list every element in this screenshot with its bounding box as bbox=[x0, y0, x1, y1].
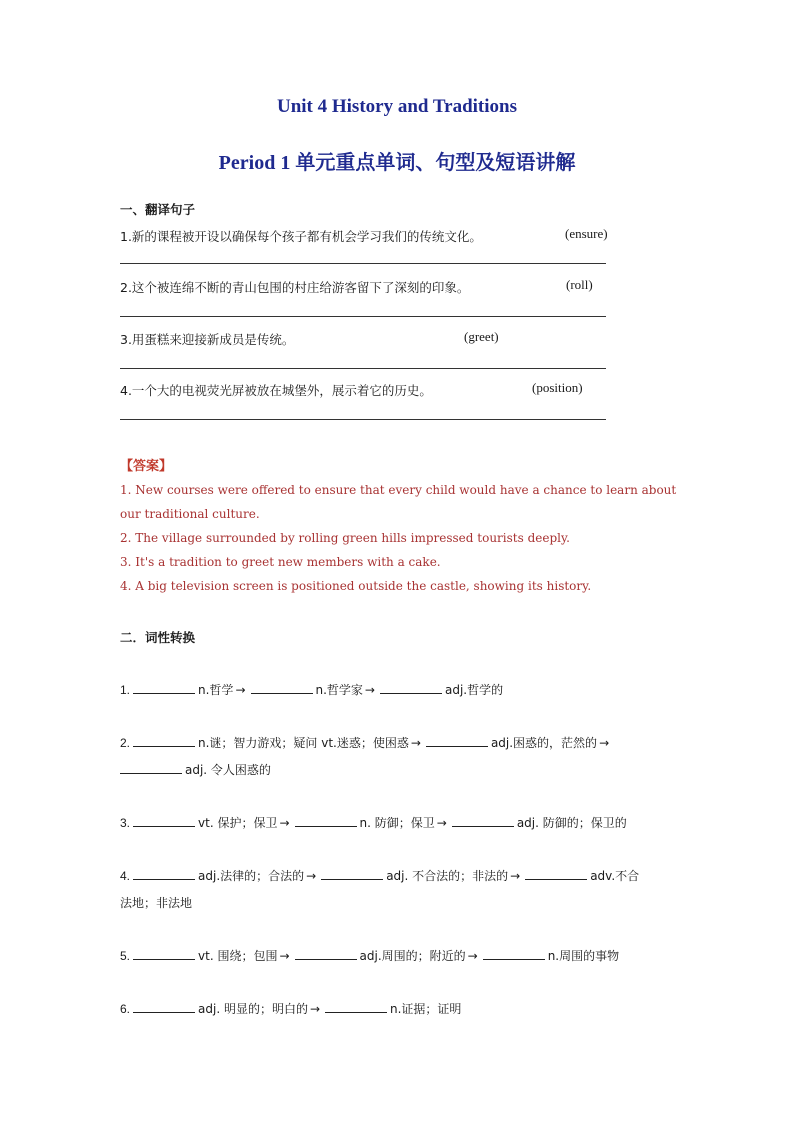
arrow-icon: → bbox=[510, 869, 521, 883]
hint-1: (ensure) bbox=[565, 226, 608, 241]
blank[interactable] bbox=[133, 681, 195, 694]
blank[interactable] bbox=[133, 734, 195, 747]
answer-line-3[interactable] bbox=[120, 368, 606, 369]
blank[interactable] bbox=[483, 947, 545, 960]
word-item-6: 6. adj. 明显的；明白的 → n.证据；证明 bbox=[120, 1002, 462, 1016]
blank[interactable] bbox=[321, 867, 383, 880]
answer-line: our traditional culture. bbox=[120, 507, 260, 521]
answer-line: 2. The village surrounded by rolling green hills impressed tourists deeply. bbox=[120, 531, 570, 545]
arrow-icon: → bbox=[467, 949, 478, 963]
answer-line-1[interactable] bbox=[120, 263, 606, 264]
answer-line-2[interactable] bbox=[120, 316, 606, 317]
sentence-1: 1.新的课程被开设以确保每个孩子都有机会学习我们的传统文化。 bbox=[120, 229, 482, 244]
arrow-icon: → bbox=[410, 736, 421, 750]
blank[interactable] bbox=[380, 681, 442, 694]
arrow-icon: → bbox=[279, 949, 290, 963]
hint-4: (position) bbox=[532, 380, 583, 395]
arrow-icon: → bbox=[309, 1002, 321, 1016]
blank[interactable] bbox=[525, 867, 587, 880]
arrow-icon: → bbox=[306, 869, 317, 883]
answer-line: 1. New courses were offered to ensure that every child would have a chance to learn about bbox=[120, 483, 677, 497]
answer-label: 【答案】 bbox=[120, 459, 173, 474]
arrow-icon: → bbox=[279, 816, 290, 830]
arrow-icon: → bbox=[235, 683, 246, 697]
arrow-icon: → bbox=[599, 736, 610, 750]
hint-2: (roll) bbox=[566, 277, 593, 292]
blank[interactable] bbox=[133, 947, 195, 960]
answer-line: 3. It's a tradition to greet new members with a cake. bbox=[120, 555, 441, 569]
blank[interactable] bbox=[133, 1000, 195, 1013]
blank[interactable] bbox=[133, 814, 195, 827]
word-item-5: 5. vt. 围绕；包围 → adj.周围的；附近的 → n.周围的事物 bbox=[120, 949, 620, 963]
answer-line-4[interactable] bbox=[120, 419, 606, 420]
period-title: Period 1 单元重点单词、句型及短语讲解 bbox=[218, 152, 576, 174]
blank[interactable] bbox=[452, 814, 514, 827]
sentence-2: 2.这个被连绵不断的青山包围的村庄给游客留下了深刻的印象。 bbox=[120, 280, 470, 295]
blank[interactable] bbox=[251, 681, 313, 694]
hint-3: (greet) bbox=[464, 329, 499, 344]
arrow-icon: → bbox=[364, 683, 375, 697]
blank[interactable] bbox=[325, 1000, 387, 1013]
word-item-1: 1. n.哲学 → n.哲学家 → adj.哲学的 bbox=[120, 683, 504, 697]
arrow-icon: → bbox=[436, 816, 447, 830]
blank[interactable] bbox=[295, 947, 357, 960]
unit-title: Unit 4 History and Traditions bbox=[276, 96, 517, 117]
word-item-2: 2. n.谜；智力游戏；疑问 vt.迷惑；使困惑 → adj.困惑的，茫然的 → bbox=[120, 736, 610, 750]
word-item-3: 3. vt. 保护；保卫 → n. 防御；保卫 → adj. 防御的；保卫的 bbox=[120, 816, 627, 830]
section-heading-word-forms: 二．词性转换 bbox=[120, 630, 196, 645]
word-item-4-cont: 法地；非法地 bbox=[120, 896, 193, 910]
sentence-3: 3.用蛋糕来迎接新成员是传统。 bbox=[120, 332, 295, 347]
section-heading-translate: 一、翻译句子 bbox=[120, 202, 196, 217]
blank[interactable] bbox=[426, 734, 488, 747]
blank[interactable] bbox=[295, 814, 357, 827]
blank[interactable] bbox=[120, 761, 182, 774]
answer-line: 4. A big television screen is positioned outside the castle, showing its history. bbox=[120, 579, 592, 593]
blank[interactable] bbox=[133, 867, 195, 880]
word-item-4: 4. adj.法律的；合法的 → adj. 不合法的；非法的 → adv.不合 bbox=[120, 869, 640, 883]
sentence-4: 4.一个大的电视荧光屏被放在城堡外，展示着它的历史。 bbox=[120, 383, 432, 398]
word-item-2-cont: adj. 令人困惑的 bbox=[120, 761, 271, 778]
